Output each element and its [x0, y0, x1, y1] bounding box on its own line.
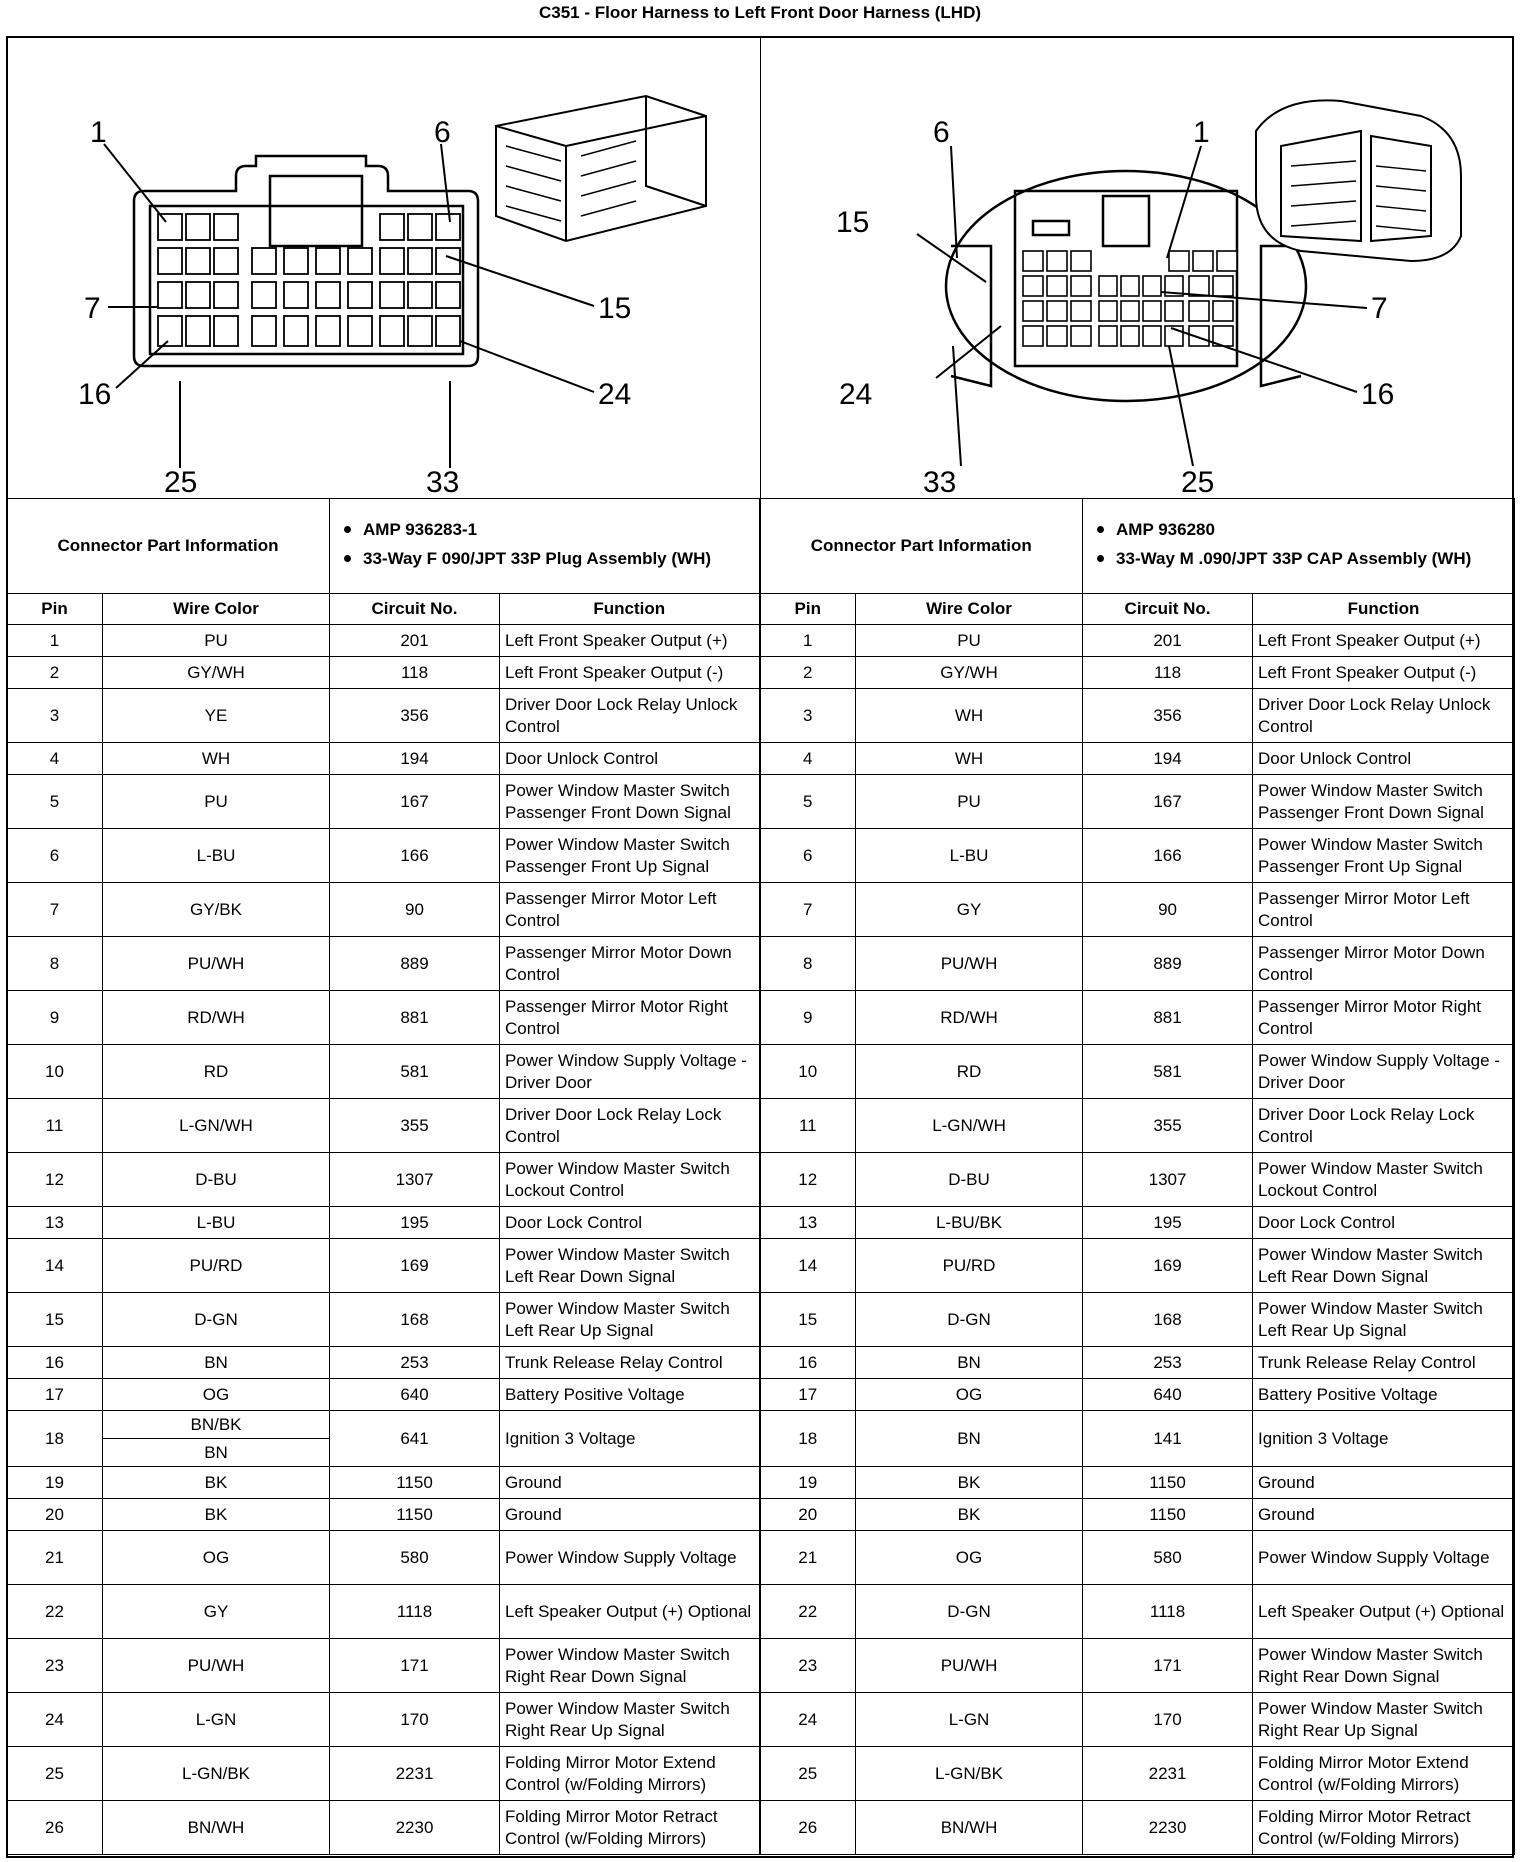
pin-cell: 7 [760, 883, 856, 937]
bullet-icon [1097, 555, 1104, 562]
wire-color-cell: L-GN/BK [103, 1747, 330, 1801]
table-row [7, 991, 1515, 1045]
table-row [7, 1585, 1515, 1639]
pin-cell: 18 [760, 1411, 856, 1467]
pin-cell: 24 [7, 1693, 103, 1747]
wire-color-cell: GY/BK [103, 883, 330, 937]
wire-color-cell: OG [103, 1531, 330, 1585]
circuit-cell: 355 [1083, 1099, 1253, 1153]
pin-cell: 14 [760, 1239, 856, 1293]
wire-color-cell: L-BU [103, 829, 330, 883]
pin-cell: 16 [7, 1347, 103, 1379]
circuit-cell: 171 [1083, 1639, 1253, 1693]
function-cell: Left Front Speaker Output (-) [1253, 657, 1515, 689]
function-cell: Power Window Master Switch Left Rear Up Signal [500, 1293, 760, 1347]
table-row [7, 1801, 1515, 1855]
function-cell: Left Speaker Output (+) Optional [1253, 1585, 1515, 1639]
column-header-row [7, 594, 1515, 625]
pin-cell: 26 [760, 1801, 856, 1855]
circuit-cell: 2231 [1083, 1747, 1253, 1801]
circuit-cell: 167 [1083, 775, 1253, 829]
table-row [7, 657, 1515, 689]
pin-cell: 8 [760, 937, 856, 991]
pin-cell: 17 [760, 1379, 856, 1411]
function-cell: Trunk Release Relay Control [500, 1347, 760, 1379]
pin-cell: 22 [7, 1585, 103, 1639]
circuit-cell: 889 [1083, 937, 1253, 991]
wire-color-cell: RD/WH [103, 991, 330, 1045]
wire-color-cell: GY [103, 1585, 330, 1639]
pin-cell: 17 [7, 1379, 103, 1411]
circuit-cell: 253 [330, 1347, 500, 1379]
callout-15: 15 [598, 292, 632, 325]
callout-24: 24 [598, 378, 632, 411]
wire-color-cell: PU [103, 625, 330, 657]
function-cell: Passenger Mirror Motor Down Control [500, 937, 760, 991]
pin-cell: 25 [7, 1747, 103, 1801]
circuit-cell: 580 [1083, 1531, 1253, 1585]
page-title: C351 - Floor Harness to Left Front Door Harness (LHD) [538, 3, 982, 22]
circuit-cell: 194 [1083, 743, 1253, 775]
wire-color-cell: PU [103, 775, 330, 829]
circuit-cell: 641 [330, 1411, 500, 1467]
wire-color-cell: L-GN/BK [856, 1747, 1083, 1801]
wire-color-cell: L-GN/WH [103, 1099, 330, 1153]
function-cell: Trunk Release Relay Control [1253, 1347, 1515, 1379]
wire-color-cell: OG [856, 1531, 1083, 1585]
right-connector-info-label: Connector Part Information [760, 499, 1083, 594]
table-row [7, 937, 1515, 991]
circuit-cell: 1118 [330, 1585, 500, 1639]
wire-color-cell: PU [856, 625, 1083, 657]
function-cell: Power Window Master Switch Right Rear Down Signal [500, 1639, 760, 1693]
wire-color-cell: PU/WH [103, 937, 330, 991]
function-cell: Driver Door Lock Relay Unlock Control [500, 689, 760, 743]
circuit-cell: 1150 [1083, 1499, 1253, 1531]
circuit-cell: 118 [330, 657, 500, 689]
function-cell: Door Unlock Control [1253, 743, 1515, 775]
function-cell: Passenger Mirror Motor Right Control [1253, 991, 1515, 1045]
function-cell: Power Window Supply Voltage [500, 1531, 760, 1585]
function-cell: Driver Door Lock Relay Lock Control [1253, 1099, 1515, 1153]
callout-33: 33 [426, 466, 460, 498]
pin-cell: 21 [760, 1531, 856, 1585]
table-row [7, 743, 1515, 775]
header-pin: Pin [760, 594, 856, 625]
callout-25: 25 [1181, 466, 1215, 498]
function-cell: Ground [500, 1499, 760, 1531]
wire-color-cell: D-BU [856, 1153, 1083, 1207]
wire-color-cell: L-BU/BK [856, 1207, 1083, 1239]
function-cell: Door Lock Control [1253, 1207, 1515, 1239]
function-cell: Ground [1253, 1499, 1515, 1531]
circuit-cell: 195 [1083, 1207, 1253, 1239]
pin-cell: 8 [7, 937, 103, 991]
callout-15: 15 [836, 206, 870, 239]
wire-color-cell: YE [103, 689, 330, 743]
function-cell: Passenger Mirror Motor Right Control [500, 991, 760, 1045]
circuit-cell: 580 [330, 1531, 500, 1585]
wire-color-cell: RD/WH [856, 991, 1083, 1045]
header-wire-color: Wire Color [103, 594, 330, 625]
pin-cell: 6 [760, 829, 856, 883]
pin-cell: 14 [7, 1239, 103, 1293]
circuit-cell: 1150 [1083, 1467, 1253, 1499]
circuit-cell: 141 [1083, 1411, 1253, 1467]
pin-cell: 5 [760, 775, 856, 829]
callout-7: 7 [84, 292, 101, 325]
table-row [7, 1411, 1515, 1439]
table-row [7, 625, 1515, 657]
circuit-cell: 118 [1083, 657, 1253, 689]
wire-color-cell: BK [856, 1467, 1083, 1499]
function-cell: Left Speaker Output (+) Optional [500, 1585, 760, 1639]
pin-cell: 13 [7, 1207, 103, 1239]
circuit-cell: 168 [330, 1293, 500, 1347]
function-cell: Ignition 3 Voltage [1253, 1411, 1515, 1467]
pin-cell: 20 [7, 1499, 103, 1531]
pin-cell: 10 [7, 1045, 103, 1099]
function-cell: Ground [500, 1467, 760, 1499]
wire-color-cell: OG [856, 1379, 1083, 1411]
function-cell: Power Window Master Switch Passenger Front Up Signal [1253, 829, 1515, 883]
wire-color-cell: WH [103, 743, 330, 775]
table-row [7, 1293, 1515, 1347]
pin-cell: 6 [7, 829, 103, 883]
table-row [7, 1499, 1515, 1531]
header-wire-color: Wire Color [856, 594, 1083, 625]
circuit-cell: 1118 [1083, 1585, 1253, 1639]
wire-color-cell: GY/WH [856, 657, 1083, 689]
function-cell: Power Window Master Switch Left Rear Down Signal [1253, 1239, 1515, 1293]
wire-color-cell: GY [856, 883, 1083, 937]
pin-cell: 12 [760, 1153, 856, 1207]
table-row [7, 1747, 1515, 1801]
pin-cell: 10 [760, 1045, 856, 1099]
function-cell: Power Window Master Switch Right Rear Down Signal [1253, 1639, 1515, 1693]
pin-cell: 12 [7, 1153, 103, 1207]
pin-cell: 16 [760, 1347, 856, 1379]
callout-25: 25 [164, 466, 198, 498]
function-cell: Folding Mirror Motor Extend Control (w/Folding Mirrors) [500, 1747, 760, 1801]
header-circuit-no: Circuit No. [330, 594, 500, 625]
circuit-cell: 2231 [330, 1747, 500, 1801]
circuit-cell: 169 [1083, 1239, 1253, 1293]
callout-6: 6 [933, 116, 950, 149]
pin-cell: 2 [7, 657, 103, 689]
wire-color-cell: PU/RD [856, 1239, 1083, 1293]
circuit-cell: 640 [1083, 1379, 1253, 1411]
circuit-cell: 881 [1083, 991, 1253, 1045]
pin-cell: 15 [7, 1293, 103, 1347]
wire-color-cell: BN [856, 1411, 1083, 1467]
callout-16: 16 [1361, 378, 1395, 411]
table-row [7, 689, 1515, 743]
circuit-cell: 166 [330, 829, 500, 883]
circuit-cell: 2230 [1083, 1801, 1253, 1855]
function-cell: Power Window Master Switch Passenger Front Down Signal [500, 775, 760, 829]
wire-color-cell: PU/WH [103, 1639, 330, 1693]
table-row [7, 1693, 1515, 1747]
circuit-cell: 881 [330, 991, 500, 1045]
function-cell: Ground [1253, 1467, 1515, 1499]
function-cell: Battery Positive Voltage [500, 1379, 760, 1411]
table-row [7, 1467, 1515, 1499]
circuit-cell: 355 [330, 1099, 500, 1153]
circuit-cell: 167 [330, 775, 500, 829]
wire-color-cell: BN [103, 1347, 330, 1379]
wire-color-cell: PU [856, 775, 1083, 829]
circuit-cell: 1150 [330, 1467, 500, 1499]
bullet-icon [344, 526, 351, 533]
circuit-cell: 201 [330, 625, 500, 657]
wire-color-cell: BN [103, 1439, 330, 1467]
header-circuit-no: Circuit No. [1083, 594, 1253, 625]
pin-cell: 11 [760, 1099, 856, 1153]
pin-cell: 24 [760, 1693, 856, 1747]
function-cell: Power Window Supply Voltage - Driver Door [500, 1045, 760, 1099]
pin-cell: 18 [7, 1411, 103, 1467]
circuit-cell: 170 [330, 1693, 500, 1747]
pin-cell: 9 [7, 991, 103, 1045]
circuit-cell: 194 [330, 743, 500, 775]
wire-color-cell: GY/WH [103, 657, 330, 689]
bullet-icon [1097, 526, 1104, 533]
circuit-cell: 1150 [330, 1499, 500, 1531]
table-row [7, 1153, 1515, 1207]
circuit-cell: 356 [1083, 689, 1253, 743]
pin-cell: 20 [760, 1499, 856, 1531]
pin-cell: 26 [7, 1801, 103, 1855]
circuit-cell: 356 [330, 689, 500, 743]
wire-color-cell: BK [856, 1499, 1083, 1531]
function-cell: Power Window Master Switch Left Rear Up Signal [1253, 1293, 1515, 1347]
circuit-cell: 195 [330, 1207, 500, 1239]
wire-color-cell: D-GN [856, 1585, 1083, 1639]
wire-color-cell: BN/BK [103, 1411, 330, 1439]
left-connector-parts [330, 499, 760, 594]
callout-7: 7 [1371, 292, 1388, 325]
wire-color-cell: BN [856, 1347, 1083, 1379]
pin-cell: 13 [760, 1207, 856, 1239]
right-connector-drawing [761, 36, 1514, 498]
pin-cell: 4 [760, 743, 856, 775]
wire-color-cell: WH [856, 689, 1083, 743]
function-cell: Power Window Supply Voltage [1253, 1531, 1515, 1585]
right-connector-diagram [761, 36, 1515, 498]
function-cell: Power Window Supply Voltage - Driver Door [1253, 1045, 1515, 1099]
pinout-table [6, 498, 1515, 1855]
circuit-cell: 1307 [1083, 1153, 1253, 1207]
function-cell: Power Window Master Switch Right Rear Up Signal [1253, 1693, 1515, 1747]
circuit-cell: 170 [1083, 1693, 1253, 1747]
function-cell: Battery Positive Voltage [1253, 1379, 1515, 1411]
circuit-cell: 168 [1083, 1293, 1253, 1347]
function-cell: Door Unlock Control [500, 743, 760, 775]
wire-color-cell: D-BU [103, 1153, 330, 1207]
circuit-cell: 90 [1083, 883, 1253, 937]
callout-24: 24 [839, 378, 873, 411]
bullet-icon [344, 555, 351, 562]
function-cell: Passenger Mirror Motor Left Control [1253, 883, 1515, 937]
pin-cell: 1 [7, 625, 103, 657]
right-part-description: 33-Way M .090/JPT 33P CAP Assembly (WH) [1116, 549, 1472, 568]
function-cell: Driver Door Lock Relay Lock Control [500, 1099, 760, 1153]
table-row [7, 829, 1515, 883]
wire-color-cell: PU/WH [856, 1639, 1083, 1693]
wire-color-cell: RD [103, 1045, 330, 1099]
table-row [7, 1045, 1515, 1099]
wire-color-cell: L-GN [856, 1693, 1083, 1747]
pin-cell: 2 [760, 657, 856, 689]
pin-cell: 9 [760, 991, 856, 1045]
table-row [7, 1207, 1515, 1239]
function-cell: Folding Mirror Motor Retract Control (w/Folding Mirrors) [500, 1801, 760, 1855]
function-cell: Power Window Master Switch Passenger Front Down Signal [1253, 775, 1515, 829]
circuit-cell: 201 [1083, 625, 1253, 657]
header-function: Function [500, 594, 760, 625]
table-row [7, 1347, 1515, 1379]
pin-cell: 23 [7, 1639, 103, 1693]
circuit-cell: 581 [330, 1045, 500, 1099]
circuit-cell: 166 [1083, 829, 1253, 883]
pin-cell: 11 [7, 1099, 103, 1153]
function-cell: Power Window Master Switch Left Rear Down Signal [500, 1239, 760, 1293]
pin-cell: 19 [7, 1467, 103, 1499]
wire-color-cell: BN/WH [103, 1801, 330, 1855]
circuit-cell: 169 [330, 1239, 500, 1293]
circuit-cell: 171 [330, 1639, 500, 1693]
function-cell: Power Window Master Switch Right Rear Up Signal [500, 1693, 760, 1747]
callout-33: 33 [923, 466, 957, 498]
function-cell: Door Lock Control [500, 1207, 760, 1239]
table-row [7, 883, 1515, 937]
left-connector-info-label: Connector Part Information [7, 499, 330, 594]
left-connector-diagram [6, 36, 760, 498]
wire-color-cell: RD [856, 1045, 1083, 1099]
function-cell: Left Front Speaker Output (+) [500, 625, 760, 657]
table-row [7, 775, 1515, 829]
left-connector-drawing [6, 36, 760, 498]
table-row [7, 1099, 1515, 1153]
wire-color-cell: BK [103, 1499, 330, 1531]
pin-cell: 19 [760, 1467, 856, 1499]
circuit-cell: 581 [1083, 1045, 1253, 1099]
left-part-description: 33-Way F 090/JPT 33P Plug Assembly (WH) [363, 549, 712, 568]
right-part-number: AMP 936280 [1116, 520, 1215, 539]
table-row [7, 1531, 1515, 1585]
function-cell: Ignition 3 Voltage [500, 1411, 760, 1467]
pin-cell: 23 [760, 1639, 856, 1693]
pin-cell: 1 [760, 625, 856, 657]
pin-cell: 25 [760, 1747, 856, 1801]
wire-color-cell: L-GN [103, 1693, 330, 1747]
wire-color-cell: L-BU [103, 1207, 330, 1239]
pin-cell: 7 [7, 883, 103, 937]
right-connector-parts [1083, 499, 1515, 594]
function-cell: Power Window Master Switch Passenger Front Up Signal [500, 829, 760, 883]
header-pin: Pin [7, 594, 103, 625]
circuit-cell: 1307 [330, 1153, 500, 1207]
table-row [7, 1239, 1515, 1293]
table-row [7, 1379, 1515, 1411]
wire-color-cell: PU/RD [103, 1239, 330, 1293]
circuit-cell: 253 [1083, 1347, 1253, 1379]
wire-color-cell: L-BU [856, 829, 1083, 883]
circuit-cell: 889 [330, 937, 500, 991]
header-function: Function [1253, 594, 1515, 625]
pin-cell: 4 [7, 743, 103, 775]
pin-cell: 15 [760, 1293, 856, 1347]
function-cell: Passenger Mirror Motor Down Control [1253, 937, 1515, 991]
function-cell: Power Window Master Switch Lockout Control [500, 1153, 760, 1207]
wire-color-cell: OG [103, 1379, 330, 1411]
pin-cell: 3 [760, 689, 856, 743]
callout-16: 16 [78, 378, 112, 411]
pin-cell: 22 [760, 1585, 856, 1639]
function-cell: Driver Door Lock Relay Unlock Control [1253, 689, 1515, 743]
function-cell: Folding Mirror Motor Retract Control (w/Folding Mirrors) [1253, 1801, 1515, 1855]
function-cell: Folding Mirror Motor Extend Control (w/Folding Mirrors) [1253, 1747, 1515, 1801]
wire-color-cell: D-GN [103, 1293, 330, 1347]
function-cell: Left Front Speaker Output (-) [500, 657, 760, 689]
circuit-cell: 640 [330, 1379, 500, 1411]
circuit-cell: 90 [330, 883, 500, 937]
callout-1: 1 [1193, 116, 1210, 149]
function-cell: Left Front Speaker Output (+) [1253, 625, 1515, 657]
function-cell: Power Window Master Switch Lockout Control [1253, 1153, 1515, 1207]
function-cell: Passenger Mirror Motor Left Control [500, 883, 760, 937]
pin-cell: 21 [7, 1531, 103, 1585]
circuit-cell: 2230 [330, 1801, 500, 1855]
wire-color-cell: BN/WH [856, 1801, 1083, 1855]
wire-color-cell: D-GN [856, 1293, 1083, 1347]
wire-color-cell: PU/WH [856, 937, 1083, 991]
wire-color-cell: WH [856, 743, 1083, 775]
left-part-number: AMP 936283-1 [363, 520, 478, 539]
pin-rows [7, 625, 1515, 1855]
callout-1: 1 [90, 116, 107, 149]
callout-6: 6 [434, 116, 451, 149]
table-row [7, 1639, 1515, 1693]
wire-color-cell: L-GN/WH [856, 1099, 1083, 1153]
pin-cell: 5 [7, 775, 103, 829]
connector-info-row [7, 499, 1515, 594]
pin-cell: 3 [7, 689, 103, 743]
wire-color-cell: BK [103, 1467, 330, 1499]
connector-diagrams [6, 36, 1514, 499]
